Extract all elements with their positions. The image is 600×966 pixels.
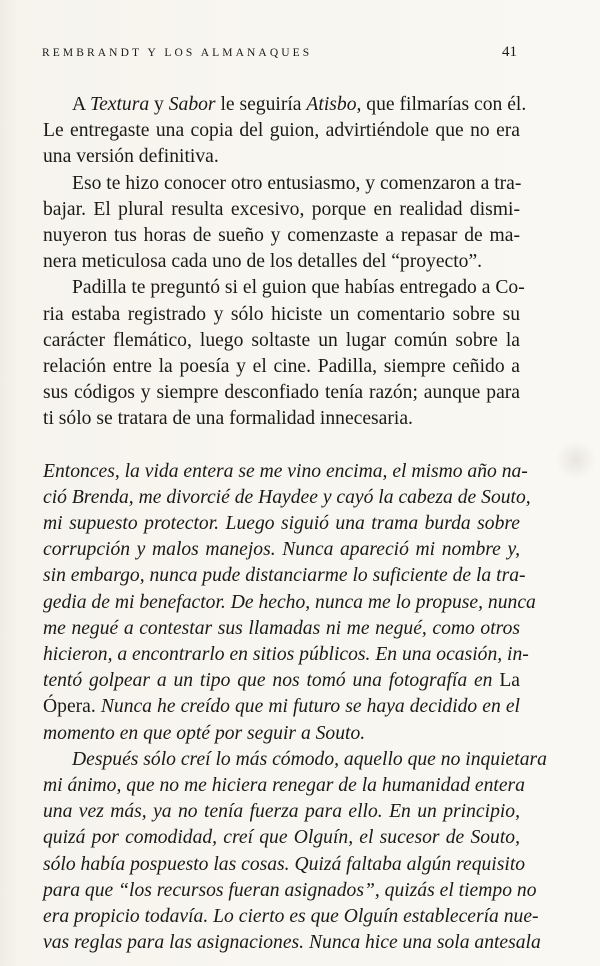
text-line <box>43 380 520 406</box>
italic-run: Nunca he creído que mi futuro se haya decidido en el <box>100 696 520 718</box>
text-line <box>43 825 520 851</box>
text-line <box>43 171 520 197</box>
text-line <box>43 144 520 170</box>
roman-run: una versión definitiva. <box>43 146 219 168</box>
text-line <box>43 197 520 223</box>
text-line <box>43 223 520 249</box>
italic-run: Sabor <box>168 94 216 115</box>
text-line <box>43 537 520 563</box>
italic-run: tentó golpear a un tipo que nos tomó una fotografía en <box>43 670 500 692</box>
text-line <box>43 249 520 275</box>
italic-run: una vez más, ya no tenía fuerza para ello. En un principio, <box>43 801 520 823</box>
text-line <box>43 852 526 878</box>
text-line <box>43 642 529 668</box>
roman-run: sus códigos y siempre desconfiado tenía razón; aunque para <box>43 382 520 404</box>
italic-run: momento en que opté por seguir a Souto. <box>43 722 366 744</box>
text-line <box>43 459 528 485</box>
text-line <box>43 694 520 720</box>
roman-run: Eso te hizo conocer otro entusiasmo, y comenzaron a tra- <box>72 172 522 194</box>
roman-run: La <box>499 670 520 692</box>
italic-run: Después sólo creí lo más cómodo, aquello que no inquietara <box>72 748 547 770</box>
text-line <box>43 511 520 537</box>
roman-run: y <box>149 94 169 115</box>
text-line <box>43 747 547 773</box>
text-line <box>43 328 520 354</box>
paragraph <box>43 171 520 276</box>
italic-run: Entonces, la vida entera se me vino encima, el mismo año na- <box>43 460 528 482</box>
text-line <box>43 616 520 642</box>
text-line <box>43 485 531 511</box>
text-line <box>43 406 520 432</box>
italic-run: me negué a contestar sus llamadas ni me negué, como otros <box>43 617 520 639</box>
roman-run: A <box>72 94 90 115</box>
italic-run: sólo había pospuesto las cosas. Quizá faltaba algún requisito <box>43 853 526 875</box>
page-number: 41 <box>502 44 517 60</box>
body-text <box>43 92 547 957</box>
italic-run: vas reglas para las asignaciones. Nunca hice una sola antesala <box>43 932 541 954</box>
paragraph <box>43 459 536 747</box>
roman-run: ti sólo se tratara de una formalidad innecesaria. <box>43 408 413 430</box>
italic-run: Atisbo <box>306 94 357 115</box>
roman-run: Le entregaste una copia del guion, advirtiéndole que no era <box>43 120 520 142</box>
text-line <box>43 275 525 301</box>
italic-run: hicieron, a encontrarlo en sitios públicos. En una ocasión, in- <box>43 644 529 666</box>
text-line <box>43 878 537 904</box>
text-line <box>43 118 520 144</box>
italic-run: corrupción y malos manejos. Nunca apareció mi nombre y, <box>43 539 520 561</box>
running-title: REMBRANDT Y LOS ALMANAQUES <box>42 47 313 59</box>
italic-run: quizá por comodidad, creí que Olguín, el sucesor de Souto, <box>43 827 520 849</box>
text-line <box>43 590 536 616</box>
italic-run: mi ánimo, que no me hiciera renegar de la humanidad entera <box>43 775 525 797</box>
italic-run: era propicio todavía. Lo cierto es que Olguín establecería nue- <box>43 906 539 928</box>
roman-run: nuyeron tus horas de sueño y comenzaste a repasar de ma- <box>43 225 520 247</box>
text-line <box>43 930 541 956</box>
roman-run: carácter flemático, luego soltaste un lugar común sobre la <box>43 329 520 351</box>
roman-run: , que filmarías con él. <box>356 94 527 115</box>
italic-run: Textura <box>89 94 150 115</box>
italic-run: mi supuesto protector. Luego siguió una trama burda sobre <box>43 513 520 535</box>
roman-run: nera meticulosa cada uno de los detalles del “proyecto”. <box>43 251 483 273</box>
italic-run: gedia de mi benefactor. De hecho, nunca me lo propuse, nunca <box>43 591 536 613</box>
roman-run: bajar. El plural resulta excesivo, porque en realidad dismi- <box>43 198 520 220</box>
paragraph <box>43 275 525 432</box>
text-line <box>43 773 525 799</box>
paper-stain <box>556 440 596 480</box>
text-line <box>43 92 527 118</box>
roman-run: Padilla te preguntó si el guion que habías entregado a Co- <box>72 277 525 299</box>
text-line <box>43 302 520 328</box>
roman-run: Ópera. <box>43 696 101 718</box>
text-line <box>43 721 520 747</box>
text-line <box>43 563 526 589</box>
text-line <box>43 904 539 930</box>
italic-run: ció Brenda, me divorcié de Haydee y cayó la cabeza de Souto, <box>43 486 531 508</box>
roman-run: ria estaba registrado y sólo hiciste un comentario sobre su <box>43 303 520 325</box>
section-break <box>43 433 520 459</box>
text-line <box>43 354 520 380</box>
running-head <box>42 44 517 61</box>
text-line <box>43 799 520 825</box>
italic-run: sin embargo, nunca pude distanciarme lo suficiente de la tra- <box>43 565 526 587</box>
paragraph <box>43 92 527 171</box>
italic-run: para que “los recursos fueran asignados”, quizás el tiempo no <box>43 879 537 901</box>
roman-run: relación entre la poesía y el cine. Padilla, siempre ceñido a <box>43 356 520 378</box>
roman-run: le seguiría <box>215 94 307 115</box>
paragraph <box>43 747 547 957</box>
text-line <box>43 668 520 694</box>
